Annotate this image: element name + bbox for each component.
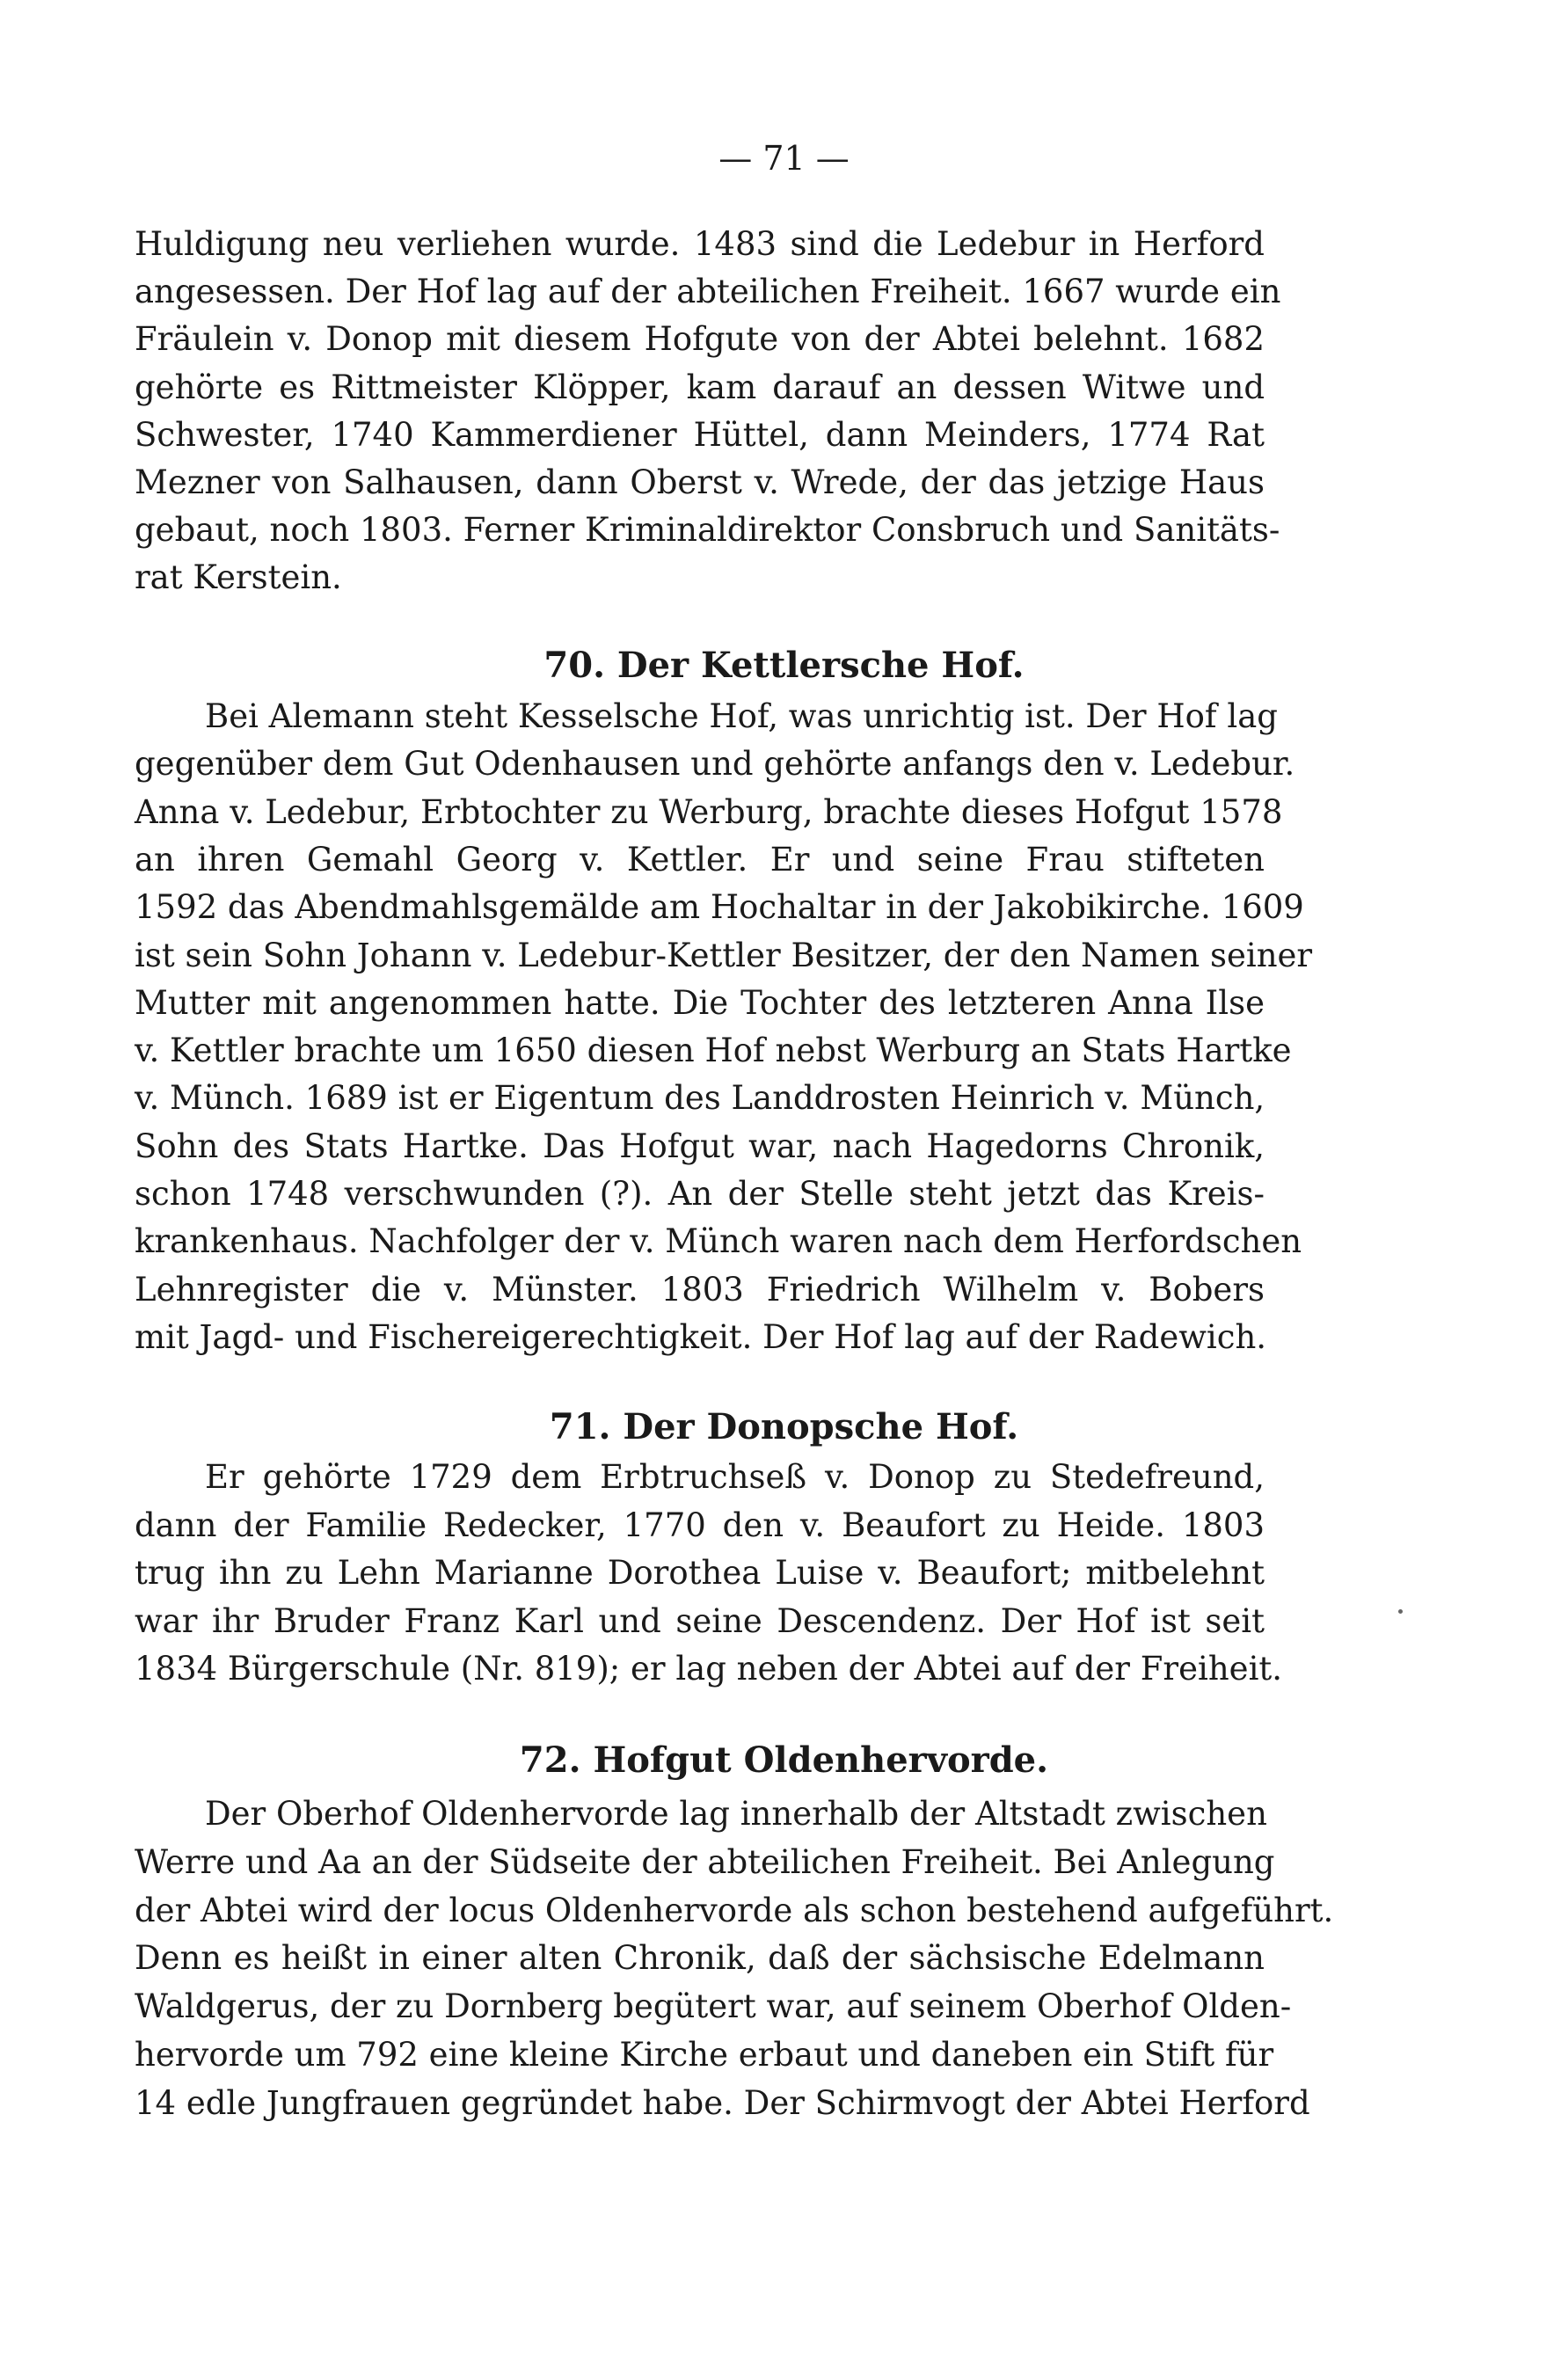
text-line: Fräulein v. Donop mit diesem Hofgute von der Abtei belehnt. 1682: [135, 320, 1265, 359]
text-line: gegenüber dem Gut Odenhausen und gehörte anfangs den v. Ledebur.: [135, 745, 1295, 784]
text-line: Denn es heißt in einer alten Chronik, daß der sächsische Edelmann: [135, 1939, 1265, 1978]
section-heading: 72. Hofgut Oldenhervorde.: [519, 1739, 1049, 1781]
text-line: Schwester, 1740 Kammerdiener Hüttel, dann Meinders, 1774 Rat: [135, 415, 1265, 454]
text-line: v. Kettler brachte um 1650 diesen Hof nebst Werburg an Stats Hartke: [135, 1032, 1292, 1070]
text-line: gebaut, noch 1803. Ferner Kriminaldirektor Consbruch und Sanitäts-: [135, 511, 1280, 550]
text-line: Sohn des Stats Hartke. Das Hofgut war, nach Hagedorns Chronik,: [135, 1127, 1265, 1165]
page-number: — 71 —: [718, 139, 850, 178]
text-line: krankenhaus. Nachfolger der v. Münch waren nach dem Herfordschen: [135, 1222, 1302, 1261]
text-line: Werre und Aa an der Südseite der abteilichen Freiheit. Bei Anlegung: [135, 1842, 1275, 1881]
text-line: Mezner von Salhausen, dann Oberst v. Wrede, der das jetzige Haus: [135, 463, 1265, 501]
text-line: Er gehörte 1729 dem Erbtruchseß v. Donop zu Stedefreund,: [205, 1458, 1265, 1496]
text-line: mit Jagd- und Fischereigerechtigkeit. Der Hof lag auf der Radewich.: [135, 1317, 1267, 1356]
text-line: Lehnregister die v. Münster. 1803 Friedrich Wilhelm v. Bobers: [135, 1270, 1265, 1309]
text-line: 14 edle Jungfrauen gegründet habe. Der Schirmvogt der Abtei Herford: [135, 2083, 1310, 2122]
section-heading: 71. Der Donopsche Hof.: [549, 1406, 1019, 1447]
text-line: 1834 Bürgerschule (Nr. 819); er lag neben der Abtei auf der Freiheit.: [135, 1650, 1283, 1688]
text-line: schon 1748 verschwunden (?). An der Stelle steht jetzt das Kreis-: [135, 1175, 1265, 1213]
text-line: gehörte es Rittmeister Klöpper, kam darauf an dessen Witwe und: [135, 368, 1265, 406]
text-line: war ihr Bruder Franz Karl und seine Descendenz. Der Hof ist seit: [135, 1601, 1265, 1640]
text-line: Bei Alemann steht Kesselsche Hof, was unrichtig ist. Der Hof lag: [205, 697, 1278, 735]
ink-speck: [1398, 1609, 1403, 1614]
text-line: an ihren Gemahl Georg v. Kettler. Er und seine Frau stifteten: [135, 840, 1265, 879]
text-line: der Abtei wird der locus Oldenhervorde als schon bestehend aufgeführt.: [135, 1891, 1334, 1929]
text-line: dann der Familie Redecker, 1770 den v. Beaufort zu Heide. 1803: [135, 1506, 1265, 1544]
text-line: trug ihn zu Lehn Marianne Dorothea Luise v. Beaufort; mitbelehnt: [135, 1554, 1265, 1593]
text-line: angesessen. Der Hof lag auf der abteilichen Freiheit. 1667 wurde ein: [135, 273, 1281, 311]
text-line: Waldgerus, der zu Dornberg begütert war, auf seinem Oberhof Olden-: [135, 1987, 1292, 2026]
text-line: rat Kerstein.: [135, 558, 342, 597]
text-line: Huldigung neu verliehen wurde. 1483 sind die Ledebur in Herford: [135, 225, 1265, 263]
text-line: Anna v. Ledebur, Erbtochter zu Werburg, brachte dieses Hofgut 1578: [135, 792, 1283, 831]
text-line: 1592 das Abendmahlsgemälde am Hochaltar in der Jakobikirche. 1609: [135, 888, 1304, 927]
section-heading: 70. Der Kettlersche Hof.: [543, 645, 1025, 686]
text-line: Der Oberhof Oldenhervorde lag innerhalb der Altstadt zwischen: [205, 1795, 1267, 1833]
text-line: Mutter mit angenommen hatte. Die Tochter des letzteren Anna Ilse: [135, 983, 1265, 1022]
text-line: hervorde um 792 eine kleine Kirche erbaut und daneben ein Stift für: [135, 2036, 1274, 2074]
text-line: ist sein Sohn Johann v. Ledebur-Kettler Besitzer, der den Namen seiner: [135, 936, 1313, 974]
text-line: v. Münch. 1689 ist er Eigentum des Landdrosten Heinrich v. Münch,: [135, 1079, 1265, 1118]
